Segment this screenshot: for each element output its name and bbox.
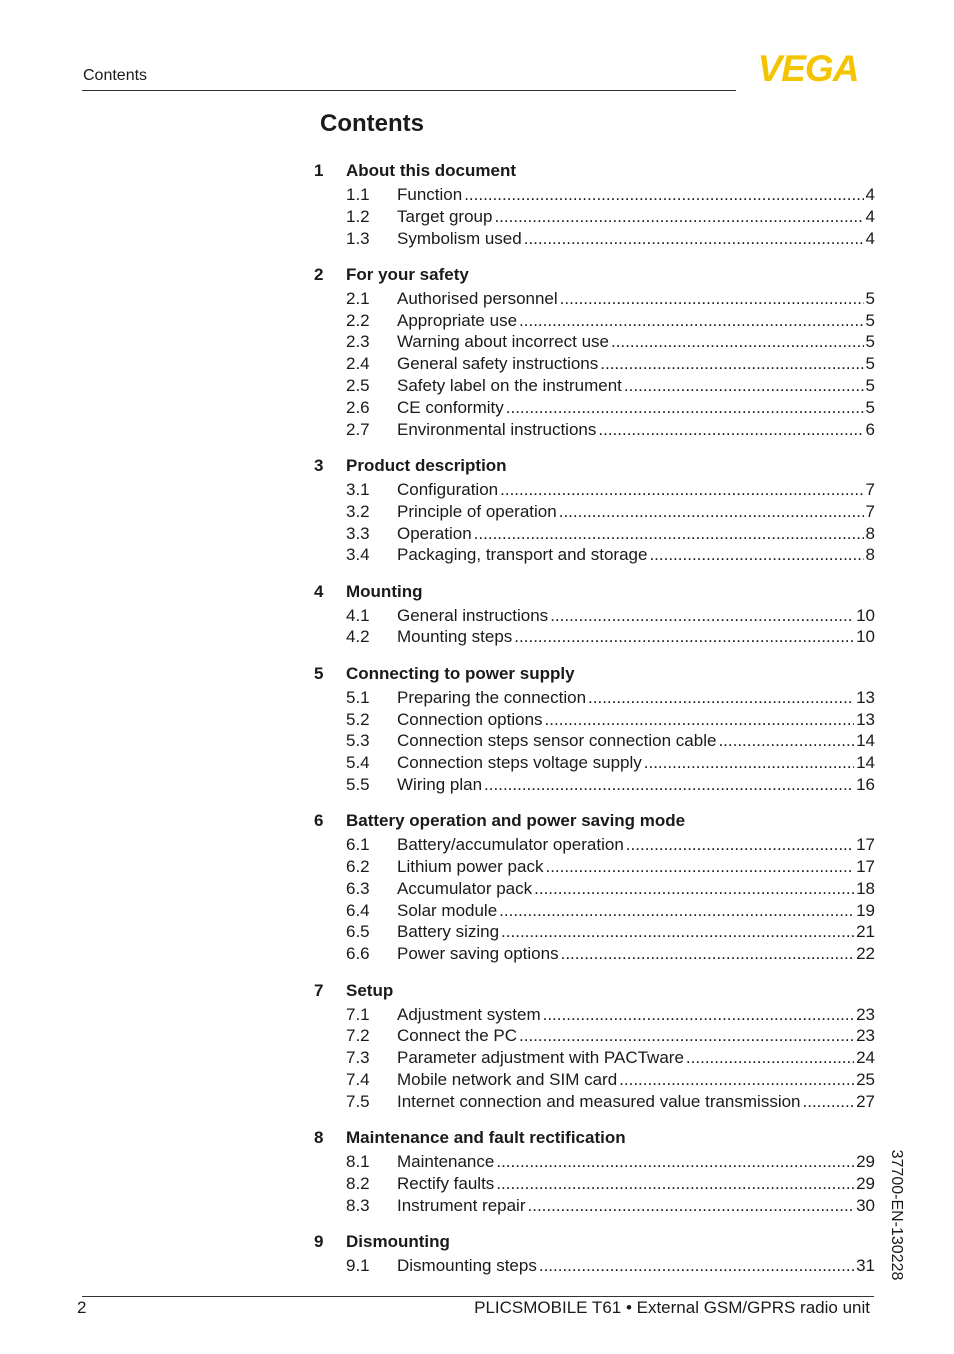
dot-leader [545,709,855,731]
entry-title: Authorised personnel [397,288,558,308]
toc-entry[interactable] [314,353,875,375]
entry-number: 1.2 [346,206,370,226]
header-divider [82,90,736,91]
entry-number: 1.3 [346,228,370,248]
entry-number: 5.4 [346,753,370,773]
toc-entry[interactable] [314,709,875,731]
entry-number: 3.2 [346,501,370,521]
toc-entry[interactable] [314,605,875,627]
dot-leader [539,1255,854,1277]
section-number: 3 [314,455,324,475]
entry-page-number: 17 [856,835,875,855]
toc-entry[interactable] [314,501,875,523]
toc-entry[interactable] [314,419,875,441]
page-number: 2 [77,1298,87,1317]
entry-title: General safety instructions [397,354,599,374]
entry-number: 4.2 [346,627,370,647]
section-heading[interactable] [314,979,875,1003]
entry-page-number: 10 [856,627,875,647]
section-heading[interactable] [314,1230,875,1254]
section-title: For your safety [346,264,469,284]
entry-title: Appropriate use [397,310,518,330]
entry-title: Battery sizing [397,922,500,942]
section-number: 2 [314,264,324,284]
toc-entry[interactable] [314,626,875,648]
section-number: 1 [314,161,324,180]
entry-page-number: 7 [865,479,875,499]
entry-page-number: 18 [856,878,875,898]
entry-title: Safety label on the instrument [397,376,622,396]
dot-leader [500,479,863,501]
entry-title: Rectify faults [397,1173,495,1193]
dot-leader [474,523,864,545]
page-title: Contents [320,110,424,137]
toc-entry[interactable] [314,375,875,397]
entry-page-number: 4 [865,185,875,204]
dot-leader [649,544,863,566]
entry-number: 2.6 [346,397,370,417]
entry-page-number: 23 [856,1004,875,1024]
entry-title: Principle of operation [397,501,557,521]
entry-page-number: 23 [856,1026,875,1046]
entry-number: 3.3 [346,523,370,543]
toc-entry[interactable] [314,1069,875,1091]
toc-entry[interactable] [314,479,875,501]
toc-entry[interactable] [314,310,875,332]
entry-page-number: 5 [865,310,875,330]
toc-section [314,809,875,965]
entry-page-number: 31 [856,1255,875,1275]
entry-number: 7.4 [346,1069,370,1089]
entry-number: 3.4 [346,545,370,565]
entry-page-number: 10 [856,605,875,625]
dot-leader [506,397,864,419]
dot-leader [686,1047,854,1069]
dot-leader [550,605,854,627]
entry-page-number: 25 [856,1069,875,1089]
running-header: Contents [83,67,148,84]
entry-title: Instrument repair [397,1195,526,1215]
toc-entry[interactable] [314,834,875,856]
entry-page-number: 5 [865,354,875,374]
entry-title: Packaging, transport and storage [397,545,648,565]
section-heading[interactable] [314,662,875,686]
entry-title: Symbolism used [397,228,522,248]
entry-title: Maintenance [397,1152,495,1171]
entry-number: 6.4 [346,900,370,920]
toc-entry[interactable] [314,856,875,878]
entry-number: 2.7 [346,419,370,439]
entry-page-number: 17 [856,857,875,877]
entry-number: 3.1 [346,479,370,499]
dot-leader [528,1195,855,1217]
entry-number: 4.1 [346,605,370,625]
toc-entry[interactable] [314,397,875,419]
entry-number: 8.2 [346,1173,370,1193]
entry-page-number: 14 [856,731,875,751]
entry-page-number: 5 [865,397,875,417]
entry-title: Connection steps voltage supply [397,753,642,773]
entry-number: 5.1 [346,687,370,707]
dot-leader [514,626,854,648]
dot-leader [588,687,854,709]
footer-divider [82,1296,874,1297]
toc-entry[interactable] [314,1173,875,1195]
entry-page-number: 29 [856,1152,875,1171]
section-title: About this document [346,161,516,180]
dot-leader [499,900,854,922]
dot-leader [619,1069,854,1091]
dot-leader [803,1091,855,1113]
section-title: Battery operation and power saving mode [346,811,686,831]
entry-page-number: 8 [865,545,875,565]
dot-leader [600,353,863,375]
toc-section [314,263,875,441]
entry-page-number: 29 [856,1173,875,1193]
entry-page-number: 5 [865,332,875,352]
dot-leader [598,419,863,441]
entry-title: Wiring plan [397,774,483,794]
entry-number: 7.2 [346,1026,370,1046]
toc-section [314,1230,875,1277]
dot-leader [560,288,864,310]
toc-entry[interactable] [314,730,875,752]
entry-page-number: 13 [856,709,875,729]
dot-leader [718,730,854,752]
dot-leader [524,228,864,250]
toc-entry[interactable] [314,206,875,228]
section-number: 6 [314,811,324,831]
dot-leader [559,501,864,523]
entry-number: 7.5 [346,1091,370,1111]
entry-number: 2.2 [346,310,370,330]
table-of-contents [314,159,875,1290]
entry-title: Connection steps sensor connection cable [397,731,717,751]
toc-entry[interactable] [314,1047,875,1069]
toc-entry[interactable] [314,228,875,250]
dot-leader [644,752,854,774]
entry-page-number: 16 [856,774,875,794]
section-number: 9 [314,1231,324,1251]
toc-entry[interactable] [314,1004,875,1026]
document-title: PLICSMOBILE T61 • External GSM/GPRS radio unit [474,1298,870,1317]
dot-leader [545,856,854,878]
entry-title: Internet connection and measured value transmission [397,1091,801,1111]
entry-page-number: 19 [856,900,875,920]
entry-number: 6.1 [346,835,370,855]
toc-entry[interactable] [314,1091,875,1113]
section-title: Setup [346,980,394,1000]
toc-entry[interactable] [314,752,875,774]
entry-title: Dismounting steps [397,1255,537,1275]
section-heading[interactable] [314,809,875,833]
entry-title: Operation [397,523,472,543]
dot-leader [464,184,863,206]
entry-page-number: 8 [865,523,875,543]
section-number: 7 [314,980,324,1000]
toc-entry[interactable] [314,331,875,353]
section-heading[interactable] [314,580,875,604]
entry-number: 8.3 [346,1195,370,1215]
document-code: 37700-EN-130228 [888,1149,905,1281]
section-title: Mounting [346,581,423,601]
dot-leader [494,206,863,228]
toc-section [314,580,875,649]
entry-page-number: 24 [856,1048,875,1068]
section-title: Product description [346,455,507,475]
entry-number: 6.5 [346,922,370,942]
toc-entry[interactable] [314,1255,875,1277]
toc-entry[interactable] [314,900,875,922]
entry-number: 7.1 [346,1004,370,1024]
entry-page-number: 27 [856,1091,875,1111]
entry-title: Target group [397,206,493,226]
section-heading[interactable] [314,1126,875,1150]
entry-number: 6.6 [346,944,370,964]
toc-entry[interactable] [314,184,875,206]
toc-entry[interactable] [314,878,875,900]
entry-number: 8.1 [346,1152,370,1171]
entry-title: Accumulator pack [397,878,533,898]
entry-title: Preparing the connection [397,687,587,707]
toc-entry[interactable] [314,1025,875,1047]
toc-section [314,1126,875,1216]
dot-leader [496,1151,854,1173]
entry-number: 6.2 [346,857,370,877]
entry-page-number: 30 [856,1195,875,1215]
entry-page-number: 22 [856,944,875,964]
toc-section [314,979,875,1113]
toc-entry[interactable] [314,943,875,965]
entry-number: 9.1 [346,1255,370,1275]
toc-entry[interactable] [314,544,875,566]
toc-section [314,454,875,566]
entry-title: CE conformity [397,397,504,417]
toc-entry[interactable] [314,921,875,943]
entry-title: Configuration [397,479,499,499]
entry-number: 2.4 [346,354,370,374]
entry-title: Mounting steps [397,627,513,647]
entry-page-number: 13 [856,687,875,707]
entry-number: 5.3 [346,731,370,751]
section-number: 4 [314,581,324,601]
entry-page-number: 7 [865,501,875,521]
entry-title: General instructions [397,605,549,625]
section-number: 5 [314,663,324,683]
entry-title: Lithium power pack [397,857,544,877]
entry-title: Power saving options [397,944,559,964]
dot-leader [624,375,864,397]
dot-leader [519,310,864,332]
entry-title: Environmental instructions [397,419,597,439]
entry-page-number: 5 [865,376,875,396]
entry-number: 1.1 [346,185,370,204]
vega-logo [742,52,874,84]
entry-number: 2.5 [346,376,370,396]
section-title: Connecting to power supply [346,663,575,683]
section-heading[interactable] [314,454,875,478]
section-number: 8 [314,1128,324,1147]
entry-title: Adjustment system [397,1004,541,1024]
entry-title: Solar module [397,900,498,920]
entry-title: Battery/accumulator operation [397,835,624,855]
entry-number: 6.3 [346,878,370,898]
section-title: Dismounting [346,1231,450,1251]
toc-entry[interactable] [314,687,875,709]
toc-entry[interactable] [314,1195,875,1217]
entry-title: Mobile network and SIM card [397,1069,618,1089]
toc-section [314,662,875,796]
entry-number: 2.1 [346,288,370,308]
entry-number: 2.3 [346,332,370,352]
entry-page-number: 14 [856,753,875,773]
dot-leader [484,774,854,796]
entry-title: Parameter adjustment with PACTware [397,1048,684,1068]
section-heading[interactable] [314,159,875,183]
dot-leader [561,943,854,965]
dot-leader [611,331,864,353]
dot-leader [501,921,854,943]
entry-title: Warning about incorrect use [397,332,609,352]
toc-section [314,159,875,249]
toc-entry[interactable] [314,288,875,310]
dot-leader [496,1173,854,1195]
entry-title: Connect the PC [397,1026,518,1046]
entry-page-number: 4 [865,206,875,226]
entry-title: Connection options [397,709,543,729]
dot-leader [534,878,854,900]
entry-number: 5.5 [346,774,370,794]
toc-entry[interactable] [314,774,875,796]
toc-entry[interactable] [314,1151,875,1173]
entry-title: Function [397,185,463,204]
logo-wordmark: VEGA [757,52,859,84]
dot-leader [626,834,854,856]
toc-entry[interactable] [314,523,875,545]
entry-page-number: 4 [865,228,875,248]
entry-number: 5.2 [346,709,370,729]
entry-page-number: 21 [856,922,875,942]
entry-page-number: 6 [865,419,875,439]
dot-leader [519,1025,854,1047]
dot-leader [543,1004,854,1026]
section-title: Maintenance and fault rectification [346,1128,626,1147]
entry-number: 7.3 [346,1048,370,1068]
section-heading[interactable] [314,263,875,287]
entry-page-number: 5 [865,288,875,308]
